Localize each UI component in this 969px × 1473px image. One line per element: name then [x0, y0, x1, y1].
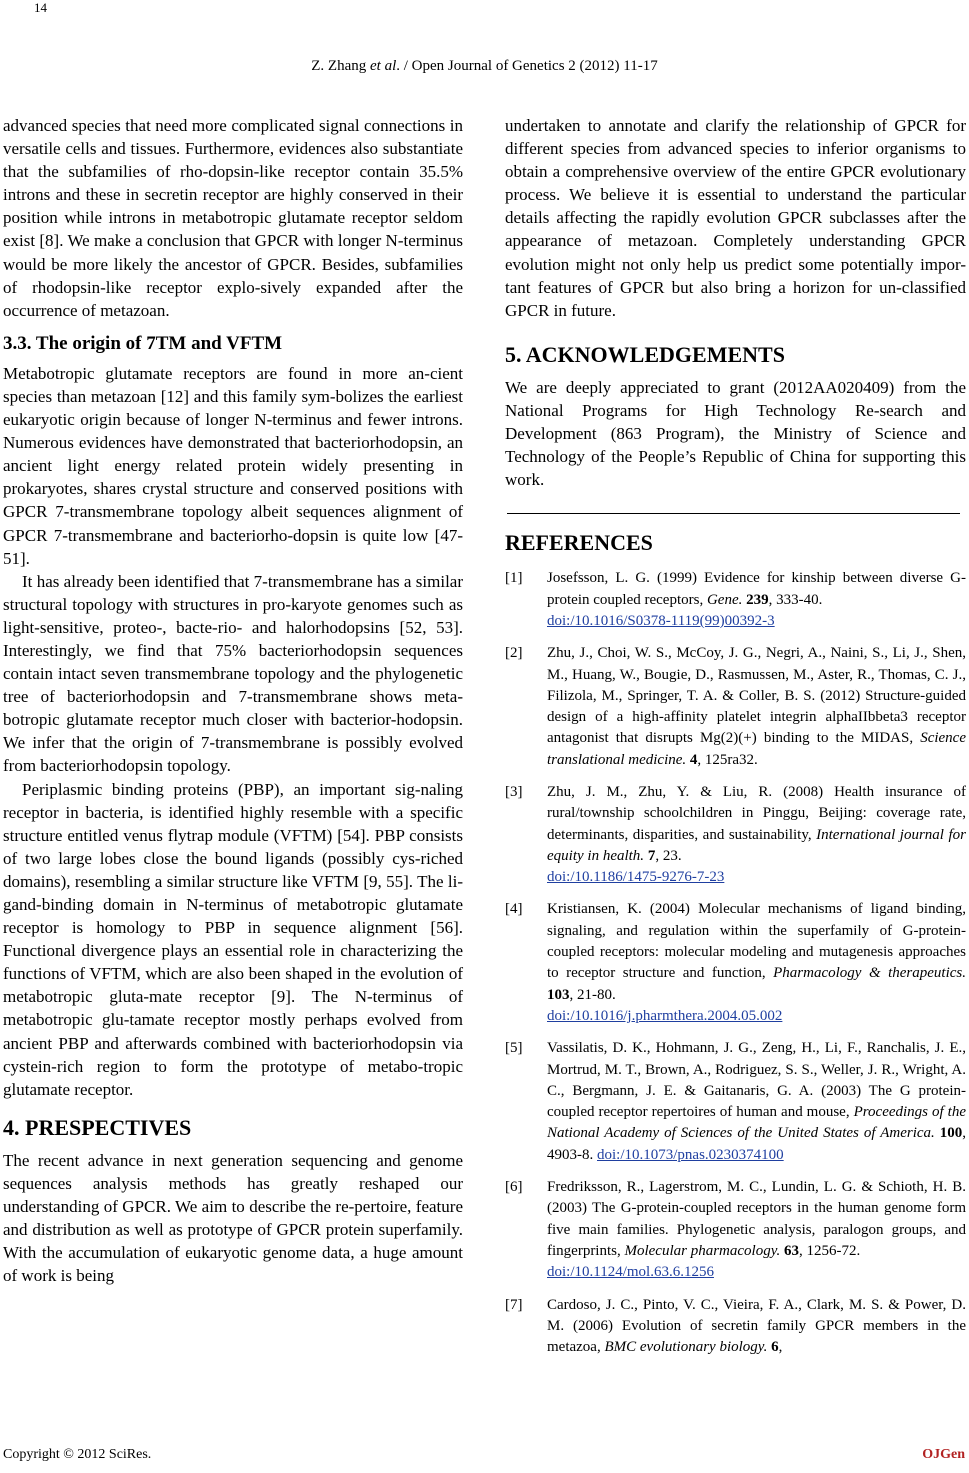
reference-item — [505, 1038, 966, 1166]
reference-pages: , 21-80. — [569, 986, 616, 1003]
reference-list — [505, 568, 966, 1358]
reference-text: Vassilatis, D. K., Hohmann, J. G., Zeng, H., Li, F., Ranchalis, J. E., Mortrud, M. T., Brown, A., Rodriguez, S. S., Weller, J. R., Wright, A. C., Bergmann, J. E. & Gaitanaris, G. A. (2003) The G protein-coupled receptor repertoires of human and mouse, — [547, 1040, 966, 1121]
reference-item — [505, 568, 966, 632]
reference-item — [505, 1177, 966, 1283]
references-heading: REFERENCES — [505, 530, 653, 556]
reference-volume: 239 — [742, 591, 769, 608]
reference-journal: Gene. — [706, 591, 743, 608]
reference-text: Kristiansen, K. (2004) Molecular mechanisms of ligand binding, signaling, and regulation within the superfamily of G-protein-coupled receptors: molecular modeling and mutagenesis approaches to receptor structure and function, — [547, 901, 966, 982]
page-number: 14 — [34, 0, 47, 15]
reference-text: Zhu, J., Choi, W. S., McCoy, J. G., Negri, A., Naini, S., Li, J., Shen, M., Huang, W., Bougie, D., Rasmussen, M., Aster, R., Thomas, C. J., Filizola, M., Springer, T. A. & Coller, B. S. (2012) Structure-guided design of a high-affinity platelet integrin alphaIIbbeta3 receptor antagonist that disrupts Mg(2)(+) binding to the MIDAS, — [547, 645, 966, 747]
reference-doi-link[interactable]: doi:/10.1124/mol.63.6.1256 — [547, 1264, 714, 1281]
paragraph: It has already been identified that 7-transmembrane has a similar structural topology with structures in pro-karyote genomes such as light-sensitive, proteo-, bacte-rio- and halorhodopsins [52, 53]. Interestingly, we find that 75% bacteriorhodopsin sequences contain intact seven transmembrane topology and the phylogenetic tree of bacteriorhodopsin and 7-transmembrane shows meta-botropic glutamate receptor much closer with bacterior-hodopsin. We infer that the origin of 7-transmembrane is possibly evolved from bacteriorhodopsin topology. — [3, 571, 463, 776]
running-head-etal: et al — [370, 58, 397, 74]
paragraph: undertaken to annotate and clarify the relationship of GPCR for different species from advanced species to inferior organisms to obtain a comprehensive overview of the entire GPCR evolutionary process. We believe it is essential to understand the particular details affecting the rapidly evolution GPCR subclasses after the appearance of metazoan. Completely understanding GPCR evolution might not only help us predict some potentially impor-tant features of GPCR but also bring a horizon for un-classified GPCR in future. — [505, 116, 966, 320]
reference-item — [505, 899, 966, 1027]
reference-pages: , 125ra32. — [697, 751, 758, 768]
reference-text: Cardoso, J. C., Pinto, V. C., Vieira, F. A., Clark, M. S. & Power, D. M. (2006) Evolution of secretin family GPCR members in the metazoa, — [547, 1296, 966, 1356]
paragraph: Periplasmic binding proteins (PBP), an important sig-naling receptor in bacteria, is identified highly resemble with a specific structure entitled venus flytrap module (VFTM) [54]. PBP consists of two large lobes close the bound ligands (possibly cys-riched domains), resembling a similar structure like VFTM [9, 55]. The li-gand-binding domain in N-terminus of metabotropic glutamate receptor is homology to PBP in sequence alignment [56]. Functional divergence plays an essential role in characterizing the functions of VFTM, which are also been shaped in the evolution of metabotropic gluta-mate receptor [9]. The N-terminus of metabotropic glu-tamate receptor mostly perhaps evolved from ancient PBP and afterwards combined with bacteriorhodopsin via cystein-rich region to form the prototype of metabo-tropic glutamate receptor. — [3, 779, 463, 1099]
section-heading-3-3: 3.3. The origin of 7TM and VFTM — [3, 332, 283, 354]
reference-journal: Molecular pharmacology. — [624, 1242, 781, 1259]
paragraph: advanced species that need more complicated signal connections in versatile cells and tissues. Furthermore, evidences also substantiate that the subfamilies of rho-dopsin-like receptor contain 35.5% introns and these in secretin receptor are highly conserved in their position while introns in metabotropic glutamate receptor seldom exist [8]. We make a conclusion that GPCR with longer N-terminus would be more likely the ancestor of GPCR. Besides, subfamilies of rhodopsin-like receptor explo-sively expanded after the occurrence of metazoan. — [3, 116, 463, 320]
reference-volume: 103 — [547, 986, 570, 1003]
reference-journal: BMC evolutionary biology. — [604, 1339, 768, 1356]
reference-pages: , 1256-72. — [799, 1242, 861, 1259]
footer-journal-abbrev: OJGen — [922, 1447, 965, 1462]
left-column — [3, 114, 463, 1287]
paragraph: Metabotropic glutamate receptors are found in more an-cient species than metazoan [12] and this family sym-bolizes the earliest eukaryotic origin because of longer N-terminus and fewer introns. Numerous evidences have demonstrated that bacteriorhodopsin, an ancient light energy related protein widely presenting in prokaryotes, shares crystal structure and conserved positions with GPCR 7-transmembrane topology albeit sequences alignment of GPCR 7-transmembrane and bacteriorho-dopsin is quite low [47-51]. — [3, 363, 463, 568]
reference-doi-link[interactable]: doi:/10.1016/S0378-1119(99)00392-3 — [547, 612, 775, 629]
reference-number: [6] — [505, 1179, 523, 1196]
reference-item — [505, 1295, 966, 1359]
reference-number: [1] — [505, 570, 523, 587]
reference-number: [3] — [505, 783, 523, 800]
reference-journal: Proceedings of the National Academy of Sciences of the United States of America. — [547, 1104, 966, 1142]
reference-volume: 4 — [686, 751, 698, 768]
footer-copyright: Copyright © 2012 SciRes. — [3, 1447, 152, 1462]
reference-volume: 100 — [934, 1125, 963, 1142]
reference-pages: , — [778, 1339, 783, 1356]
reference-pages: , 23. — [655, 847, 682, 864]
reference-number: [4] — [505, 901, 523, 918]
references-divider — [507, 513, 960, 514]
reference-doi-link[interactable]: doi:/10.1073/pnas.0230374100 — [597, 1146, 784, 1163]
running-head — [0, 58, 969, 75]
reference-doi-link[interactable]: doi:/10.1016/j.pharmthera.2004.05.002 — [547, 1007, 783, 1024]
right-column — [505, 114, 966, 1369]
reference-doi-link[interactable]: doi:/10.1186/1475-9276-7-23 — [547, 869, 725, 886]
reference-item — [505, 643, 966, 771]
reference-item — [505, 782, 966, 888]
paragraph: The recent advance in next generation sequencing and genome sequences analysis methods has greatly reshaped our understanding of GPCR. We aim to describe the re-pertoire, feature and distribution as well as prototype of GPCR protein superfamily. With the accumulation of eukaryotic genome data, a huge amount of work is being — [3, 1150, 463, 1286]
reference-text: Fredriksson, R., Lagerstrom, M. C., Lundin, L. G. & Schioth, H. B. (2003) The G-protein-coupled receptors in the human genome form five main families. Phylogenetic analysis, paralogon groups, and fingerprints, — [547, 1179, 966, 1259]
section-heading-5: 5. ACKNOWLEDGEMENTS — [505, 341, 785, 367]
running-head-journal: . / Open Journal of Genetics 2 (2012) 11-17 — [396, 58, 658, 74]
paragraph: We are deeply appreciated to grant (2012AA020409) from the National Programs for High Technology Re-search and Development (863 Program), the Ministry of Science and Technology of the People’s Republic of China for supporting this work. — [505, 377, 966, 490]
running-head-authors: Z. Zhang — [311, 58, 370, 74]
reference-number: [7] — [505, 1296, 523, 1313]
reference-volume: 6 — [767, 1339, 779, 1356]
reference-number: [2] — [505, 645, 523, 662]
reference-journal: Pharmacology & therapeutics. — [773, 965, 967, 982]
reference-number: [5] — [505, 1040, 523, 1057]
section-heading-4: 4. PRESPECTIVES — [3, 1114, 192, 1140]
reference-journal: International journal for equity in health. — [547, 826, 966, 864]
reference-volume: 7 — [644, 847, 656, 864]
reference-text: Josefsson, L. G. (1999) Evidence for kinship between diverse G-protein coupled receptors, — [547, 570, 966, 608]
reference-volume: 63 — [780, 1242, 800, 1259]
reference-journal: Science translational medicine. — [547, 730, 966, 768]
reference-pages: , 333-40. — [768, 591, 823, 608]
reference-text: Zhu, J. M., Zhu, Y. & Liu, R. (2008) Health insurance of rural/township schoolchildren in Pinggu, Beijing: coverage rate, determinants, disparities, and sustainability, — [547, 783, 966, 843]
reference-pages: , 4903-8. — [547, 1125, 966, 1163]
